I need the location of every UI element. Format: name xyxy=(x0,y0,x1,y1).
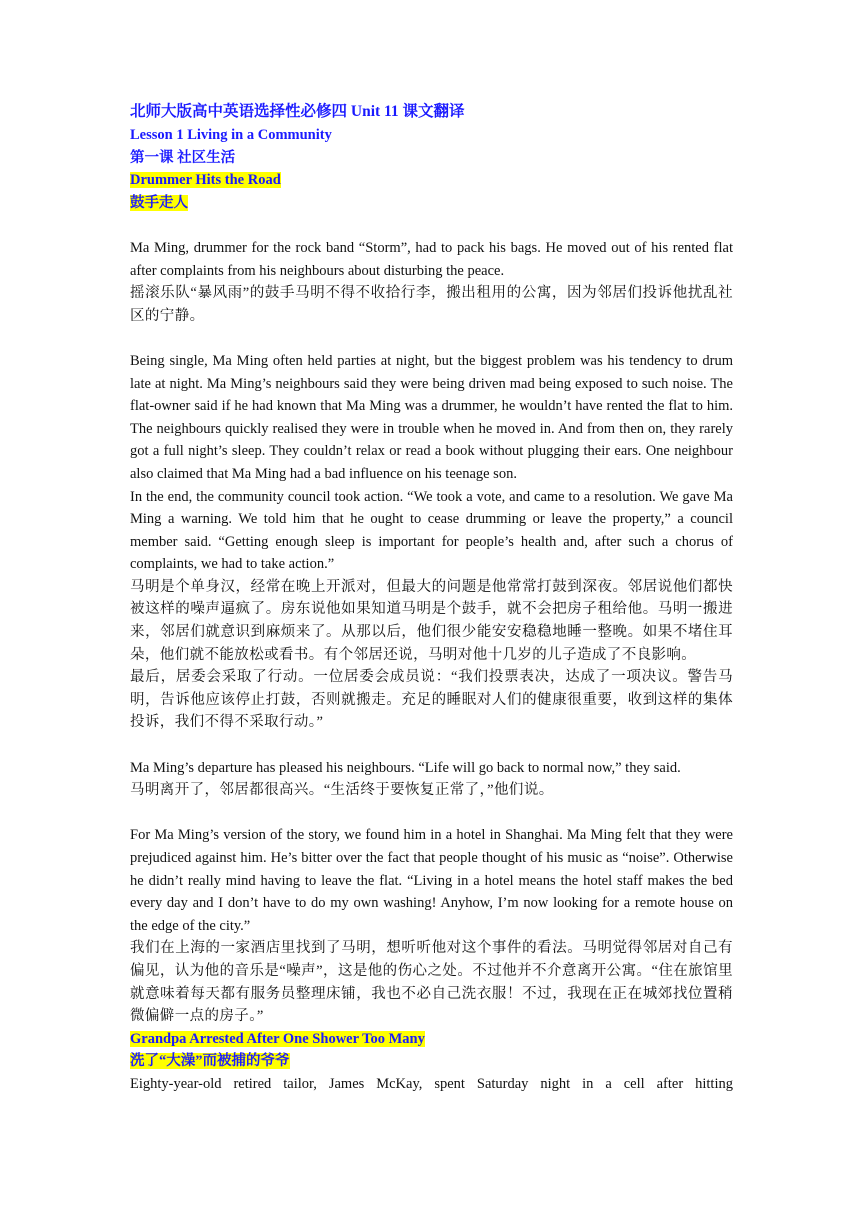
story2-heading-cn: 洗了“大澡”而被捕的爷爷 xyxy=(130,1053,290,1070)
document-title: 北师大版高中英语选择性必修四 Unit 11 课文翻译 xyxy=(130,103,465,120)
lesson-title-cn: 第一课 社区生活 xyxy=(130,149,236,166)
story1-paragraph-3-en: In the end, the community council took action. “We took a vote, and came to a resolution. We gave Ma Ming a warning. We told him that he ought to cease drumming or leave the property,” a council member said. “Getting enough sleep is important for people’s health and, after such a chorus of complaints, we had to take action.” xyxy=(130,488,733,573)
lesson-title-en: Lesson 1 Living in a Community xyxy=(130,127,332,143)
story1-paragraph-1-cn: 摇滚乐队“暴风雨”的鼓手马明不得不收拾行李，搬出租用的公寓，因为邻居们投诉他扰乱社区的宁静。 xyxy=(130,285,733,324)
spacer xyxy=(130,214,733,237)
story1-paragraph-5-cn: 我们在上海的一家酒店里找到了马明，想听听他对这个事件的看法。马明觉得邻居对自己有偏见，认为他的音乐是“噪声”，这是他的伤心之处。不过他并不介意离开公寓。“住在旅馆里就意味着每天都有服务员整理床铺，我也不必自己洗衣服！不过，我现在正在城郊找位置稍微偏僻一点的房子。” xyxy=(130,940,733,1025)
story1-paragraph-4-en: Ma Ming’s departure has pleased his neighbours. “Life will go back to normal now,” they said. xyxy=(130,759,681,776)
spacer xyxy=(130,327,733,350)
story1-paragraph-1-en: Ma Ming, drummer for the rock band “Storm”, had to pack his bags. He moved out of his rented flat after complaints from his neighbours about disturbing the peace. xyxy=(130,239,733,279)
story1-paragraph-2-cn: 马明是个单身汉，经常在晚上开派对，但最大的问题是他常常打鼓到深夜。邻居说他们都快被这样的噪声逼疯了。房东说他如果知道马明是个鼓手，就不会把房子租给他。马明一搬进来，邻居们就意识到麻烦来了。从那以后，他们很少能安安稳稳地睡一整晚。如果不堵住耳朵，他们就不能放松或看书。有个邻居还说，马明对他十几岁的儿子造成了不良影响。 xyxy=(130,578,733,663)
story1-heading-en: Drummer Hits the Road xyxy=(130,172,281,189)
document-body xyxy=(130,100,733,1096)
story2-heading-en: Grandpa Arrested After One Shower Too Many xyxy=(130,1030,425,1047)
story1-paragraph-2-en: Being single, Ma Ming often held parties at night, but the biggest problem was his tendency to drum late at night. Ma Ming’s neighbours said they were being driven mad being exposed to such noise. The flat-owner said if he had known that Ma Ming was a drummer, he wouldn’t have rented the flat to him. The neighbours quickly realised they were in trouble when he moved in. And from then on, they rarely got a full night’s sleep. They couldn’t relax or read a book without plugging their ears. One neighbour also claimed that Ma Ming had a bad influence on his teenage son. xyxy=(130,352,733,482)
spacer xyxy=(130,734,733,757)
story1-heading-cn: 鼓手走人 xyxy=(130,194,188,211)
spacer xyxy=(130,802,733,825)
story1-paragraph-3-cn: 最后，居委会采取了行动。一位居委会成员说：“我们投票表决，达成了一项决议。警告马明，告诉他应该停止打鼓，否则就搬走。充足的睡眠对人们的健康很重要，收到这样的集体投诉，我们不得不采取行动。” xyxy=(130,669,733,731)
story1-paragraph-5-en: For Ma Ming’s version of the story, we found him in a hotel in Shanghai. Ma Ming felt that they were prejudiced against him. He’s bitter over the fact that people thought of his music as “noise”. Otherwise he didn’t really mind having to leave the flat. “Living in a hotel means the hotel staff makes the bed every day and I don’t have to do my own washing! Anyhow, I’m now looking for a remote house on the edge of the city.” xyxy=(130,827,733,934)
story2-paragraph-1-en: Eighty-year-old retired tailor, James McKay, spent Saturday night in a cell after hitting xyxy=(130,1075,733,1092)
story1-paragraph-4-cn: 马明离开了，邻居都很高兴。“生活终于要恢复正常了，”他们说。 xyxy=(130,782,554,799)
